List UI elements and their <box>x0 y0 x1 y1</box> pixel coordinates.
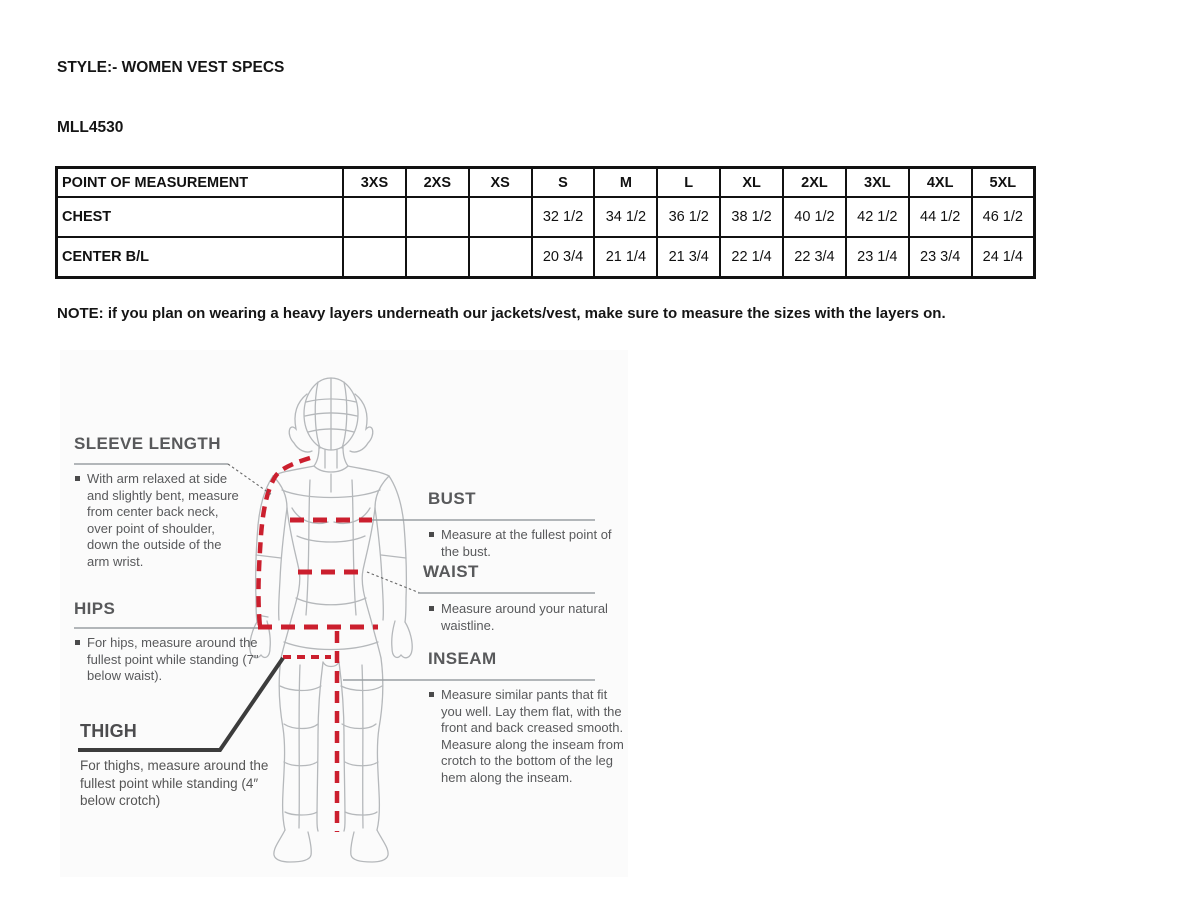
desc-sleeve-length-text: With arm relaxed at side and slightly bent, measure from center back neck, over point of shoulder, down the outside of the arm wrist. <box>87 471 239 569</box>
desc-thigh <box>80 757 276 810</box>
page-title: STYLE:- WOMEN VEST SPECS <box>57 59 285 76</box>
measurement-cell: 22 1/4 <box>720 237 783 278</box>
desc-inseam <box>428 687 625 786</box>
measurement-cell: 21 1/4 <box>594 237 657 278</box>
measurement-cell: 22 3/4 <box>783 237 846 278</box>
measurement-cell: 23 1/4 <box>846 237 909 278</box>
desc-hips-text: For hips, measure around the fullest point while standing (7" below waist). <box>87 635 259 683</box>
measurement-cell <box>406 197 469 237</box>
column-header-size: 2XL <box>783 168 846 198</box>
desc-bust <box>428 527 617 560</box>
column-header-size: M <box>594 168 657 198</box>
measurement-diagram <box>60 350 628 877</box>
measurement-cell <box>469 197 532 237</box>
measurement-cell: 36 1/2 <box>657 197 720 237</box>
desc-thigh-text: For thighs, measure around the fullest point while standing (4″ below crotch) <box>80 758 269 809</box>
desc-hips <box>74 635 273 685</box>
sleeve-length-line <box>258 458 310 627</box>
table-row <box>57 237 1035 278</box>
measurement-cell: 24 1/4 <box>972 237 1035 278</box>
desc-inseam-text: Measure similar pants that fit you well. Lay them flat, with the front and back creased smooth. Measure along the inseam from crotch to the bottom of the leg hem along the inseam. <box>441 687 624 785</box>
size-spec-table <box>55 166 1036 279</box>
column-header-size: 5XL <box>972 168 1035 198</box>
measurement-cell: 42 1/2 <box>846 197 909 237</box>
size-table-header-row <box>57 168 1035 198</box>
measurement-cell <box>343 197 406 237</box>
label-waist: WAIST <box>423 562 479 581</box>
row-label: CENTER B/L <box>57 237 344 278</box>
desc-sleeve-length <box>74 471 245 570</box>
note-text: NOTE: if you plan on wearing a heavy layers underneath our jackets/vest, make sure to measure the sizes with the layers on. <box>57 305 946 322</box>
bullet-square-icon <box>429 532 434 537</box>
measurement-cell: 34 1/2 <box>594 197 657 237</box>
table-row <box>57 197 1035 237</box>
measurement-cell <box>406 237 469 278</box>
label-inseam: INSEAM <box>428 649 497 668</box>
column-header-size: 3XL <box>846 168 909 198</box>
column-header-size: 4XL <box>909 168 972 198</box>
column-header-size: 3XS <box>343 168 406 198</box>
measurement-cell <box>469 237 532 278</box>
measurement-cell: 40 1/2 <box>783 197 846 237</box>
bullet-square-icon <box>429 692 434 697</box>
column-header-point-of-measurement: POINT OF MEASUREMENT <box>57 168 344 198</box>
measurement-cell: 23 3/4 <box>909 237 972 278</box>
measurement-cell: 38 1/2 <box>720 197 783 237</box>
desc-bust-text: Measure at the fullest point of the bust. <box>441 527 612 559</box>
style-code: MLL4530 <box>57 119 124 136</box>
measurement-cell: 32 1/2 <box>532 197 595 237</box>
row-label: CHEST <box>57 197 344 237</box>
column-header-size: XS <box>469 168 532 198</box>
label-sleeve-length: SLEEVE LENGTH <box>74 434 221 453</box>
waist-leader <box>367 572 420 593</box>
column-header-size: XL <box>720 168 783 198</box>
bullet-square-icon <box>75 640 80 645</box>
label-thigh: THIGH <box>80 721 137 741</box>
measurement-cell <box>343 237 406 278</box>
column-header-size: S <box>532 168 595 198</box>
label-hips: HIPS <box>74 599 116 618</box>
column-header-size: L <box>657 168 720 198</box>
desc-waist-text: Measure around your natural waistline. <box>441 601 608 633</box>
measurement-cell: 44 1/2 <box>909 197 972 237</box>
desc-waist <box>428 601 617 634</box>
bullet-square-icon <box>75 476 80 481</box>
column-header-size: 2XS <box>406 168 469 198</box>
measurement-cell: 46 1/2 <box>972 197 1035 237</box>
measurement-cell: 20 3/4 <box>532 237 595 278</box>
label-bust: BUST <box>428 489 476 508</box>
measurement-cell: 21 3/4 <box>657 237 720 278</box>
bullet-square-icon <box>429 606 434 611</box>
